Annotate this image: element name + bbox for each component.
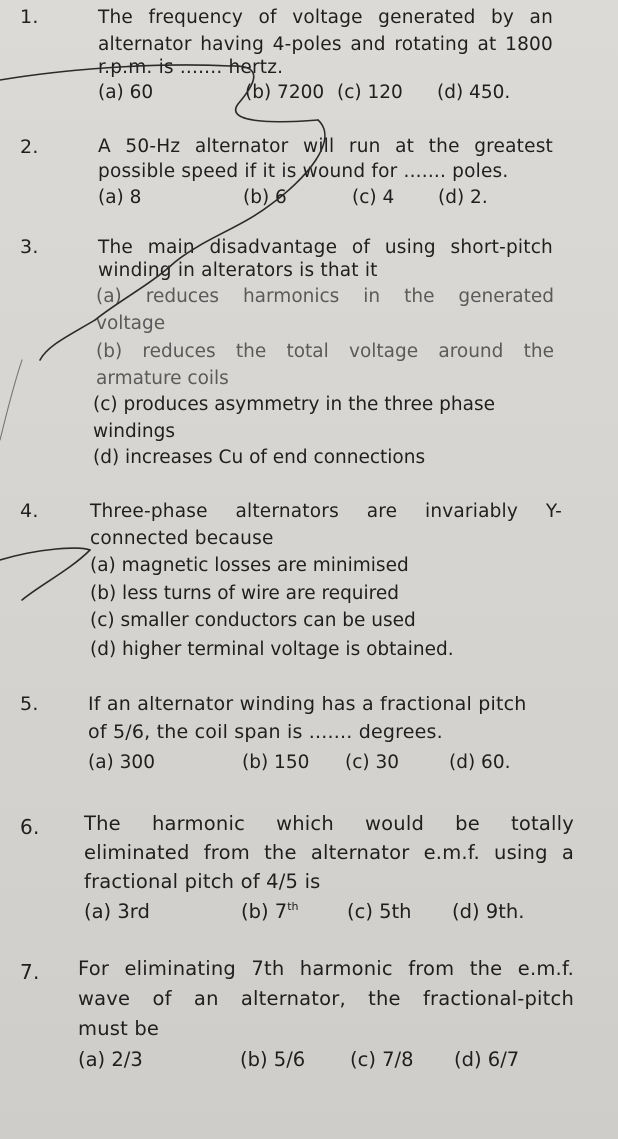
question-number: 5. bbox=[20, 693, 39, 715]
question-number: 2. bbox=[20, 136, 39, 158]
option-b: (b) less turns of wire are required bbox=[90, 583, 399, 604]
question-text-line: of 5/6, the coil span is ....... degrees. bbox=[88, 721, 443, 743]
scribble-stroke bbox=[40, 320, 95, 360]
question-text-line: winding in alterators is that it bbox=[98, 260, 378, 281]
scribble-stroke bbox=[22, 550, 90, 600]
option-d: (d) 9th. bbox=[452, 900, 525, 923]
option-b: (b) 7200 bbox=[245, 82, 325, 103]
question-text-line: eliminated from the alternator e.m.f. using a bbox=[84, 841, 574, 864]
option-b-text: (b) 7 bbox=[241, 900, 288, 923]
question-text-line: must be bbox=[78, 1017, 160, 1040]
question-text-line: wave of an alternator, the fractional-pitch bbox=[78, 987, 574, 1010]
option-d: (d) 6/7 bbox=[454, 1048, 520, 1071]
question-text-line: If an alternator winding has a fractional pitch bbox=[88, 693, 527, 715]
option-d: (d) 450. bbox=[437, 82, 511, 103]
question-text-line: The frequency of voltage generated by an bbox=[98, 7, 553, 28]
option-c: (c) 30 bbox=[345, 752, 400, 773]
option-b bbox=[241, 900, 299, 923]
question-number: 6. bbox=[20, 815, 40, 839]
option-c-continued: windings bbox=[93, 421, 175, 442]
option-b: (b) 6 bbox=[243, 187, 287, 208]
option-a: (a) 300 bbox=[88, 752, 155, 773]
option-c: (c) 5th bbox=[347, 900, 412, 923]
option-a: (a) reduces harmonics in the generated bbox=[96, 286, 554, 307]
question-text-line: For eliminating 7th harmonic from the e.m.f. bbox=[78, 957, 574, 980]
option-a: (a) 2/3 bbox=[78, 1048, 143, 1071]
question-text-line: r.p.m. is ....... hertz. bbox=[98, 57, 284, 78]
option-a: (a) 60 bbox=[98, 82, 154, 103]
option-b: (b) reduces the total voltage around the bbox=[96, 341, 554, 362]
option-a: (a) magnetic losses are minimised bbox=[90, 555, 409, 576]
question-text-line: The harmonic which would be totally bbox=[84, 812, 574, 835]
option-a: (a) 3rd bbox=[84, 900, 150, 923]
scribble-stroke bbox=[0, 548, 90, 560]
option-d: (d) 2. bbox=[438, 187, 488, 208]
question-text-line: connected because bbox=[90, 528, 274, 549]
question-text-line: The main disadvantage of using short-pitch bbox=[98, 237, 553, 258]
option-c: (c) produces asymmetry in the three phase bbox=[93, 394, 495, 415]
option-b: (b) 150 bbox=[242, 752, 310, 773]
option-c: (c) 120 bbox=[337, 82, 403, 103]
question-text-line: possible speed if it is wound for ....... poles. bbox=[98, 161, 509, 182]
question-number: 1. bbox=[20, 6, 39, 28]
question-number: 7. bbox=[20, 960, 40, 984]
question-number: 4. bbox=[20, 500, 39, 522]
question-text-line: fractional pitch of 4/5 is bbox=[84, 870, 321, 893]
question-text-line: Three-phase alternators are invariably Y- bbox=[90, 501, 562, 522]
option-a-continued: voltage bbox=[96, 313, 166, 334]
option-d: (d) 60. bbox=[449, 752, 511, 773]
option-c: (c) 7/8 bbox=[350, 1048, 414, 1071]
option-b: (b) 5/6 bbox=[240, 1048, 306, 1071]
option-a: (a) 8 bbox=[98, 187, 142, 208]
option-d: (d) higher terminal voltage is obtained. bbox=[90, 639, 454, 660]
question-text-line: A 50-Hz alternator will run at the greatest bbox=[98, 136, 553, 157]
option-b-continued: armature coils bbox=[96, 368, 229, 389]
option-d: (d) increases Cu of end connections bbox=[93, 447, 426, 468]
option-b-superscript: th bbox=[287, 900, 299, 913]
question-number: 3. bbox=[20, 236, 39, 258]
option-c: (c) smaller conductors can be used bbox=[90, 610, 416, 631]
question-text-line: alternator having 4-poles and rotating at 1800 bbox=[98, 34, 553, 55]
option-c: (c) 4 bbox=[352, 187, 395, 208]
scribble-stroke bbox=[0, 360, 22, 440]
